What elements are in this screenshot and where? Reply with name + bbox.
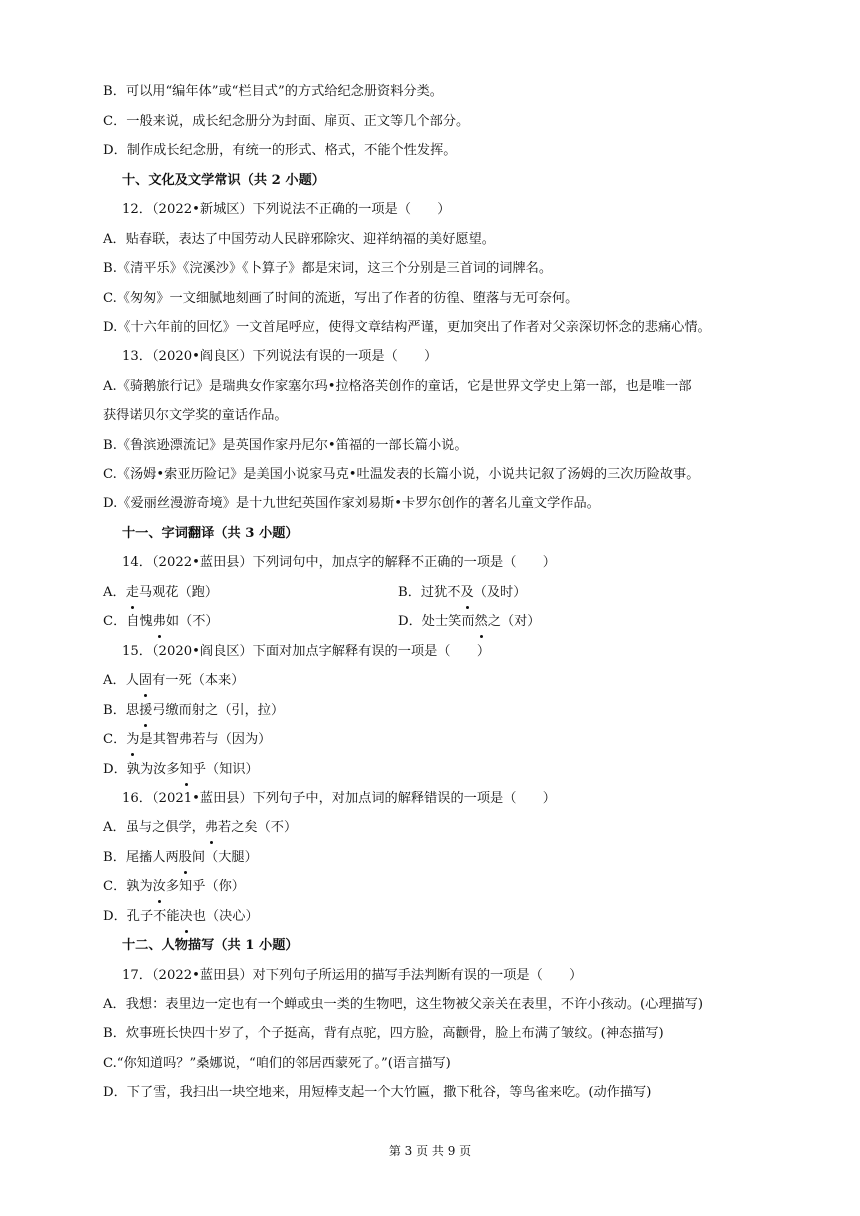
- section-heading: 十、文化及文学常识（共 2 小题）: [122, 173, 325, 188]
- emphasis-dot-char: 弗: [153, 612, 166, 632]
- option-line: 获得诺贝尔文学奖的童话作品。: [103, 408, 288, 423]
- emphasis-dot-char: 股: [179, 848, 192, 868]
- question-stem: 16．（2021•蓝田县）下列句子中，对加点词的解释错误的一项是（ ）: [122, 791, 556, 806]
- option-line: C．自愧弗如（不）: [103, 612, 219, 632]
- emphasis-dot-char: 援: [139, 701, 152, 721]
- option-line: C．一般来说，成长纪念册分为封面、扉页、正文等几个部分。: [103, 114, 470, 129]
- option-line: B．思援弓缴而射之（引，拉）: [103, 701, 284, 721]
- option-line: C.“你知道吗？”桑娜说，“咱们的邻居西蒙死了。”(语言描写): [103, 1056, 451, 1071]
- option-line: B．炊事班长快四十岁了，个子挺高，背有点驼，四方脸，高颧骨，脸上布满了皱纹。(神态描写): [103, 1026, 664, 1041]
- option-line: D．处士笑而然之（对）: [398, 612, 540, 632]
- emphasis-dot-char: 知: [180, 760, 193, 780]
- option-line: D．下了雪，我扫出一块空地来，用短棒支起一个大竹匾，撒下秕谷，等鸟雀来吃。(动作描写): [103, 1085, 652, 1100]
- question-stem: 12．（2022•新城区）下列说法不正确的一项是（ ）: [122, 202, 451, 217]
- emphasis-dot-char: 为: [126, 730, 139, 750]
- option-line: B．尾搐人两股间（大腿）: [103, 848, 258, 868]
- option-line: A.《骑鹅旅行记》是瑞典女作家塞尔玛•拉格洛芙创作的童话，它是世界文学史上第一部，也是唯一部: [103, 379, 692, 394]
- option-line: D.《十六年前的回忆》一文首尾呼应，使得文章结构严谨，更加突出了作者对父亲深切怀念的悲痛心情。: [103, 320, 711, 335]
- question-stem: 14．（2022•蓝田县）下列词句中，加点字的解释不正确的一项是（ ）: [122, 555, 556, 570]
- emphasis-dot-char: 走: [126, 583, 139, 603]
- emphasis-dot-char: 固: [139, 671, 152, 691]
- option-line: A．我想：表里边一定也有一个蝉或虫一类的生物吧，这生物被父亲关在表里，不许小孩动。(心理描写): [103, 997, 704, 1012]
- emphasis-dot-char: 汝: [153, 877, 166, 897]
- emphasis-dot-char: 决: [180, 907, 193, 927]
- option-line: B．可以用“编年体”或“栏目式”的方式给纪念册资料分类。: [103, 84, 443, 99]
- option-line: C.《匆匆》一文细腻地刻画了时间的流逝，写出了作者的彷徨、堕落与无可奈何。: [103, 291, 579, 306]
- option-line: D．孰为汝多知乎（知识）: [103, 760, 259, 780]
- section-heading: 十一、字词翻译（共 3 小题）: [122, 526, 299, 541]
- question-stem: 15．（2020•阎良区）下面对加点字解释有误的一项是（ ）: [122, 644, 491, 659]
- section-heading: 十二、人物描写（共 1 小题）: [122, 938, 299, 953]
- option-line: A．贴春联，表达了中国劳动人民辟邪除灾、迎祥纳福的美好愿望。: [103, 232, 495, 247]
- emphasis-dot-char: 弗: [205, 818, 218, 838]
- option-line: C．为是其智弗若与（因为）: [103, 730, 271, 750]
- question-stem: 13．（2020•阎良区）下列说法有误的一项是（ ）: [122, 349, 438, 364]
- emphasis-dot-char: 然: [475, 612, 488, 632]
- option-line: C.《汤姆•索亚历险记》是美国小说家马克•吐温发表的长篇小说，小说共记叙了汤姆的三次历险故事。: [103, 467, 700, 482]
- option-line: A．人固有一死（本来）: [103, 671, 244, 691]
- option-line: A．走马观花（跑）: [103, 583, 218, 603]
- option-line: C．孰为汝多知乎（你）: [103, 877, 245, 897]
- option-line: A．虽与之俱学，弗若之矣（不）: [103, 818, 297, 838]
- option-line: D.《爱丽丝漫游奇境》是十九世纪英国作家刘易斯•卡罗尔创作的著名儿童文学作品。: [103, 496, 600, 511]
- emphasis-dot-char: 及: [460, 583, 473, 603]
- option-line: D．制作成长纪念册，有统一的形式、格式，不能个性发挥。: [103, 143, 457, 158]
- question-stem: 17．（2022•蓝田县）对下列句子所运用的描写手法判断有误的一项是（ ）: [122, 968, 583, 983]
- option-line: B.《清平乐》《浣溪沙》《卜算子》都是宋词，这三个分别是三首词的词牌名。: [103, 261, 553, 276]
- option-line: B．过犹不及（及时）: [398, 583, 526, 603]
- option-line: D．孔子不能决也（决心）: [103, 907, 259, 927]
- page-footer: 第 3 页 共 9 页: [388, 1144, 472, 1158]
- option-line: B.《鲁滨逊漂流记》是英国作家丹尼尔•笛福的一部长篇小说。: [103, 438, 468, 453]
